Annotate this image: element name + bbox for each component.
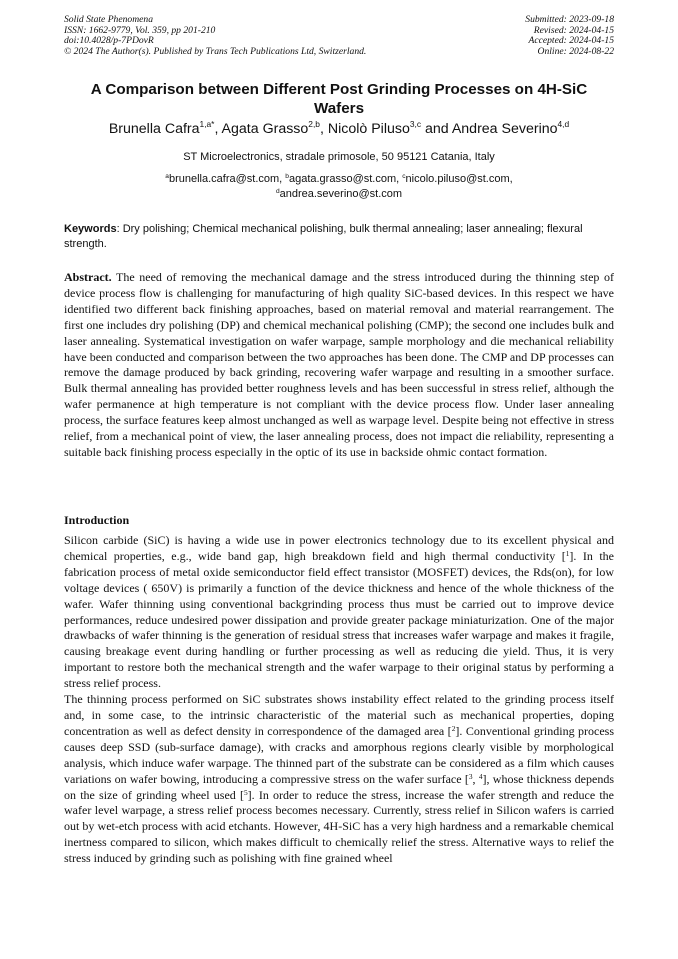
date-submitted: Submitted: 2023-09-18 — [525, 14, 614, 25]
author-affil-marker: 2,b — [308, 119, 320, 129]
journal-info — [64, 15, 366, 57]
journal-copyright: © 2024 The Author(s). Published by Trans Tech Publications Ltd, Switzerland. — [64, 45, 367, 57]
reference-marker: 5 — [243, 787, 248, 797]
reference-marker: 2 — [451, 723, 456, 733]
keywords — [64, 222, 614, 251]
email-address: andrea.severino@st.com — [279, 187, 403, 200]
email-address: agata.grasso@st.com, — [288, 173, 403, 185]
author-list — [20, 120, 658, 138]
author-affil-marker: 4,d — [557, 119, 570, 129]
publication-dates — [525, 15, 614, 57]
author-separator: and — [421, 121, 452, 137]
paragraph-text: ]. Conventional grinding process causes deep SSD (sub-surface damage), with cracks and amorphous regions clearly visible by morphological analysis, which induce wafer warpage. The thinned part of the substrate can be considered as a film which causes variations on wafer bowing, introducing a compressive stress on the wafer surface [ — [64, 723, 614, 786]
author-affil-marker: 1,a* — [199, 119, 215, 129]
paper-title: A Comparison between Different Post Grinding Processes on 4H-SiC Wafers — [90, 81, 588, 117]
email-marker: c — [402, 173, 406, 180]
paragraph-text: The thinning process performed on SiC substrates shows instability effect related to the grinding process itself and, in some case, to the intrinsic characteristic of the material such as mechanical properties, doping concentration as well as defect density in correspondence of the damaged area [ — [64, 692, 614, 738]
paragraph-text: ]. In the fabrication process of metal oxide semiconductor field effect transistor (MOSFET) devices, the Rds(on), for low voltage devices ( 650V) is primarily a function of the device thickness and hence of the whole thickness of the wafer. Wafer thinning using conventional backgrinding process thus must be carried out to improve device performances, reduce undesired power dissipation and provide greater package miniaturization. One of the major drawbacks of wafer thinning is the generation of residual stress that increases wafer warpage and makes it fragile, causing breakage event during handling or further processing as well as reducing die yield. Thus, it is very important to restore both the mechanical strength and the wafer warpage to their original status by performing a stress relief process. — [64, 548, 615, 691]
date-revised: Revised: 2024-04-15 — [533, 24, 614, 36]
abstract-label: Abstract. — [64, 270, 112, 284]
author-name: Nicolò Piluso — [327, 121, 410, 137]
reference-marker: 4 — [478, 771, 483, 781]
journal-issn: ISSN: 1662-9779, Vol. 359, pp 201-210 — [64, 24, 216, 36]
date-online: Online: 2024-08-22 — [537, 45, 614, 57]
keywords-label: Keywords — [64, 223, 117, 235]
paragraph-text: Silicon carbide (SiC) is having a wide use in power electronics technology due to its excellent physical and chemical properties, e.g., wide band gap, high breakdown field and high thermal conductivity [ — [64, 533, 614, 563]
abstract — [64, 270, 614, 461]
email-address: nicolo.piluso@st.com, — [405, 173, 513, 185]
paragraph-text: ]. In order to reduce the stress, increase the wafer strength and reduce the wafer level warpage, a stress relief process becomes necessary. Currently, stress relief in Silicon wafers is carried out by wet-etch process with acid etchants. However, 4H-SiC has a very high hardness and a remarkable chemical inertness compared to silicon, which makes difficult to chemically relief the stress. Alternative ways to relief the stress induced by grinding such as polishing with fine grained wheel — [64, 787, 615, 866]
email-marker: b — [285, 173, 289, 180]
keywords-separator: : — [116, 223, 123, 235]
author-separator: , — [319, 121, 328, 137]
author-name: Agata Grasso — [221, 121, 309, 137]
date-accepted: Accepted: 2024-04-15 — [528, 35, 614, 47]
email-address: brunella.cafra@st.com, — [168, 173, 286, 185]
paragraph-text: ], whose thickness depends on the size of grinding wheel used [ — [64, 771, 614, 802]
email-marker: a — [165, 173, 169, 180]
abstract-text: The need of removing the mechanical damage and the stress introduced during the thinning step of device process flow is challenging for manufacturing of high quality SiC-based devices. In this respect we have identified two different back finishing approaches, based on material removal and material rearrangement. The first one includes dry polishing (DP) and chemical mechanical polishing (CMP); the second one includes bulk and laser annealing. Systematical investigation on wafer warpage, sample morphology and die mechanical reliability have been conducted and comparison between the two approaches has been done. The CMP and DP processes can remove the damage produced by back grinding, recovering wafer warpage and resulting in a smoother surface. Bulk thermal annealing has provided better roughness levels and has been successful in stress relief, although the wafer permanence at high temperature is not compliant with the device process flow. Under laser annealing process, the surface features keep almost unchanged as well as warpage level. Despite being not effective in stress relief, from a mechanical point of view, the laser annealing process, does not impact die reliability, representing a suitable back finishing process especially in the optic of its use in backside ohmic contact formation. — [64, 270, 614, 459]
reference-marker: 3 — [468, 771, 473, 781]
author-name: Brunella Cafra — [108, 121, 200, 137]
section-heading-introduction: Introduction — [64, 513, 130, 527]
author-emails — [64, 172, 614, 201]
paragraph-text: , — [472, 771, 479, 786]
journal-name: Solid State Phenomena — [64, 14, 153, 25]
author-affiliation: ST Microelectronics, stradale primosole, 50 95121 Catania, Italy — [183, 151, 495, 163]
author-name: Andrea Severino — [451, 121, 558, 137]
reference-marker: 1 — [565, 548, 570, 558]
email-marker: d — [275, 187, 280, 195]
keywords-text: Dry polishing; Chemical mechanical polishing, bulk thermal annealing; laser annealing; flexural strength. — [64, 223, 583, 250]
paragraph — [64, 533, 614, 692]
author-separator: , — [214, 121, 222, 137]
journal-doi: doi:10.4028/p-7PDovR — [64, 35, 154, 47]
author-affil-marker: 3,c — [409, 119, 422, 129]
introduction-body — [64, 533, 614, 867]
paragraph — [64, 692, 614, 867]
